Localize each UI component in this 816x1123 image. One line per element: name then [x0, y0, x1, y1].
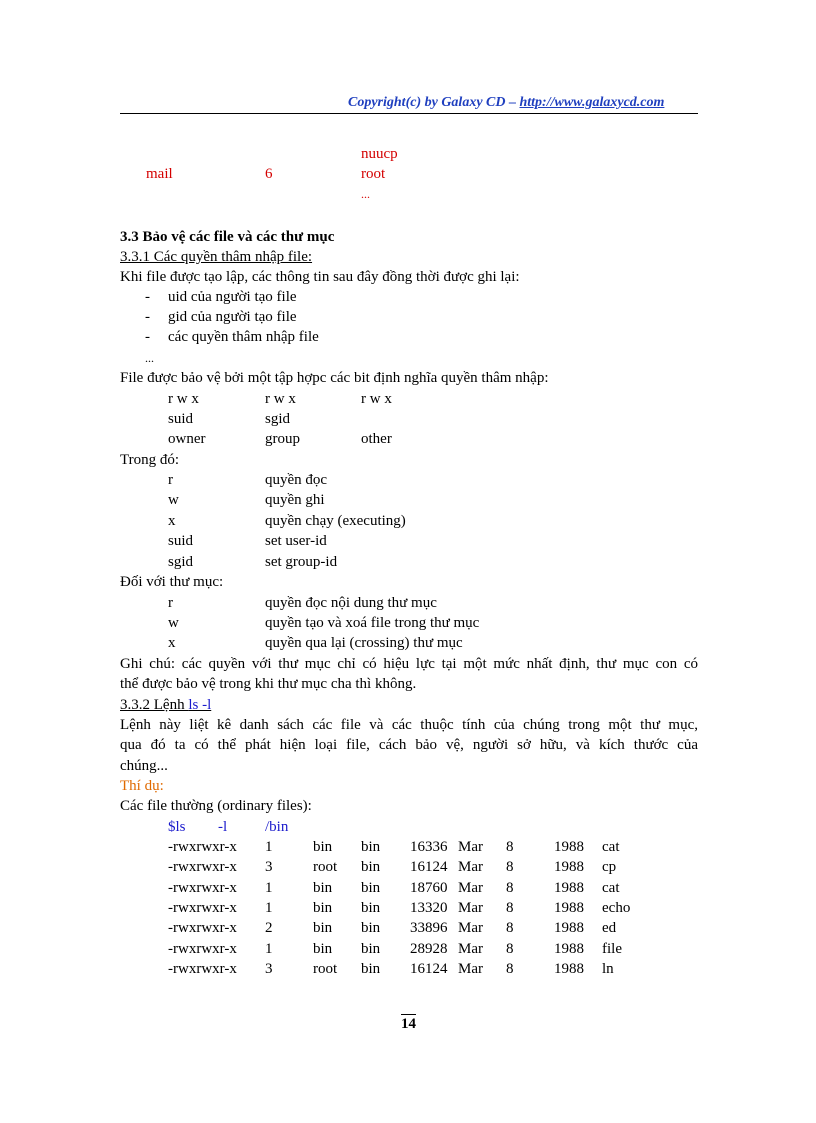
listing-cell: -rwxrwxr-x: [168, 961, 237, 977]
listing-cell: 1988: [554, 900, 584, 916]
perm-cell: group: [265, 431, 300, 447]
listing-cell: 1988: [554, 839, 584, 855]
list-item: gid của người tạo file: [168, 309, 297, 325]
listing-cell: 1988: [554, 961, 584, 977]
paragraph: Đối với thư mục:: [120, 574, 224, 590]
def-desc: set user-id: [265, 533, 327, 549]
def-term: r: [168, 595, 173, 611]
ellipsis: ...: [145, 351, 154, 365]
listing-cell: 1: [265, 941, 273, 957]
listing-cell: bin: [361, 941, 381, 957]
def-term: r: [168, 472, 173, 488]
listing-cell: -rwxrwxr-x: [168, 859, 237, 875]
listing-cell: bin: [361, 880, 381, 896]
def-desc: quyền ghi: [265, 492, 325, 508]
listing-cell: 8: [506, 900, 514, 916]
listing-cell: bin: [361, 920, 381, 936]
listing-cell: Mar: [458, 859, 483, 875]
listing-cell: ed: [602, 920, 617, 936]
listing-cell: 2: [265, 920, 273, 936]
listing-cell: 8: [506, 920, 514, 936]
def-desc: quyền qua lại (crossing) thư mục: [265, 635, 463, 651]
def-desc: quyền chạy (executing): [265, 513, 406, 529]
listing-cell: 13320: [410, 900, 448, 916]
perm-cell: r w x: [265, 391, 296, 407]
listing-cell: bin: [361, 859, 381, 875]
paragraph: Các file thường (ordinary files):: [120, 798, 312, 814]
listing-cell: -rwxrwxr-x: [168, 920, 237, 936]
listing-cell: bin: [313, 900, 333, 916]
listing-cell: 8: [506, 961, 514, 977]
listing-cell: 8: [506, 941, 514, 957]
def-desc: set group-id: [265, 554, 338, 570]
listing-cell: Mar: [458, 941, 483, 957]
perm-cell: sgid: [265, 411, 291, 427]
def-term: sgid: [168, 554, 194, 570]
listing-cell: Mar: [458, 839, 483, 855]
list-item: các quyền thâm nhập file: [168, 329, 319, 345]
list-item: uid của người tạo file: [168, 289, 297, 305]
listing-cell: bin: [313, 880, 333, 896]
command-flag: -l: [218, 819, 228, 835]
listing-cell: 1: [265, 839, 273, 855]
def-term: w: [168, 492, 179, 508]
header-url-link[interactable]: http://www.galaxycd.com: [519, 95, 665, 110]
listing-cell: Mar: [458, 961, 483, 977]
listing-cell: 16124: [410, 961, 448, 977]
listing-cell: 18760: [410, 880, 448, 896]
section-title: 3.3 Bảo vệ các file và các thư mục: [120, 229, 335, 245]
listing-cell: 1988: [554, 859, 584, 875]
listing-cell: Mar: [458, 880, 483, 896]
listing-cell: 16124: [410, 859, 448, 875]
listing-cell: 1: [265, 880, 273, 896]
bullet-marker: -: [145, 309, 150, 325]
bullet-marker: -: [145, 329, 150, 345]
def-desc: quyền đọc nội dung thư mục: [265, 595, 437, 611]
listing-cell: echo: [602, 900, 631, 916]
command-path: /bin: [265, 819, 289, 835]
paragraph: qua đó ta có thể phát hiện loại file, cách bảo vệ, người sở hữu, và kích thước của: [120, 737, 698, 753]
copyright-text: Copyright(c) by Galaxy CD –: [348, 95, 520, 110]
example-label: Thí dụ:: [120, 778, 164, 794]
command-prompt: $ls: [168, 819, 186, 835]
listing-cell: bin: [313, 941, 333, 957]
perm-cell: suid: [168, 411, 194, 427]
note-line: Ghi chú: các quyền với thư mục chỉ có hiệu lực tại một mức nhất định, thư mục con có: [120, 656, 698, 672]
listing-cell: Mar: [458, 900, 483, 916]
def-term: suid: [168, 533, 194, 549]
perm-cell: other: [361, 431, 392, 447]
listing-cell: ln: [602, 961, 614, 977]
listing-cell: -rwxrwxr-x: [168, 880, 237, 896]
listing-cell: Mar: [458, 920, 483, 936]
listing-cell: 1988: [554, 941, 584, 957]
table-cell: mail: [146, 166, 173, 182]
perm-cell: r w x: [168, 391, 199, 407]
table-cell: nuucp: [361, 146, 398, 162]
header-rule: [120, 113, 698, 114]
listing-cell: root: [313, 859, 338, 875]
table-cell: 6: [265, 166, 273, 182]
listing-cell: 3: [265, 859, 273, 875]
def-term: x: [168, 635, 176, 651]
listing-cell: bin: [313, 920, 333, 936]
listing-cell: cp: [602, 859, 617, 875]
paragraph: Trong đó:: [120, 452, 180, 468]
paragraph: File được bảo vệ bởi một tập hợpc các bit định nghĩa quyền thâm nhập:: [120, 370, 549, 386]
listing-cell: 8: [506, 839, 514, 855]
listing-cell: 1988: [554, 880, 584, 896]
paragraph: Khi file được tạo lập, các thông tin sau đây đồng thời được ghi lại:: [120, 269, 520, 285]
listing-cell: -rwxrwxr-x: [168, 839, 237, 855]
listing-cell: 1: [265, 900, 273, 916]
table-cell: ...: [361, 187, 370, 201]
listing-cell: 8: [506, 880, 514, 896]
note-line: thể được bảo vệ trong khi thư mục cha thì không.: [120, 676, 417, 692]
listing-cell: bin: [361, 961, 381, 977]
subsection-title: 3.3.2 Lệnh ls -l: [120, 697, 212, 713]
listing-cell: -rwxrwxr-x: [168, 900, 237, 916]
listing-cell: 16336: [410, 839, 448, 855]
listing-cell: 33896: [410, 920, 448, 936]
listing-cell: 8: [506, 859, 514, 875]
listing-cell: cat: [602, 839, 620, 855]
bullet-marker: -: [145, 289, 150, 305]
def-desc: quyền đọc: [265, 472, 328, 488]
table-cell: root: [361, 166, 386, 182]
command-name: ls -l: [188, 697, 212, 713]
listing-cell: root: [313, 961, 338, 977]
def-term: w: [168, 615, 179, 631]
listing-cell: 1988: [554, 920, 584, 936]
listing-cell: 28928: [410, 941, 448, 957]
def-term: x: [168, 513, 176, 529]
listing-cell: -rwxrwxr-x: [168, 941, 237, 957]
def-desc: quyền tạo và xoá file trong thư mục: [265, 615, 480, 631]
listing-cell: bin: [313, 839, 333, 855]
listing-cell: file: [602, 941, 622, 957]
perm-cell: r w x: [361, 391, 392, 407]
paragraph: chúng...: [120, 758, 168, 774]
perm-cell: owner: [168, 431, 206, 447]
page-number: 14: [401, 1016, 416, 1032]
listing-cell: bin: [361, 839, 381, 855]
page-header: [348, 94, 664, 112]
subsection-title: 3.3.1 Các quyền thâm nhập file:: [120, 249, 313, 265]
listing-cell: 3: [265, 961, 273, 977]
listing-cell: bin: [361, 900, 381, 916]
listing-cell: cat: [602, 880, 620, 896]
paragraph: Lệnh này liệt kê danh sách các file và các thuộc tính của chúng trong một thư mục,: [120, 717, 698, 733]
